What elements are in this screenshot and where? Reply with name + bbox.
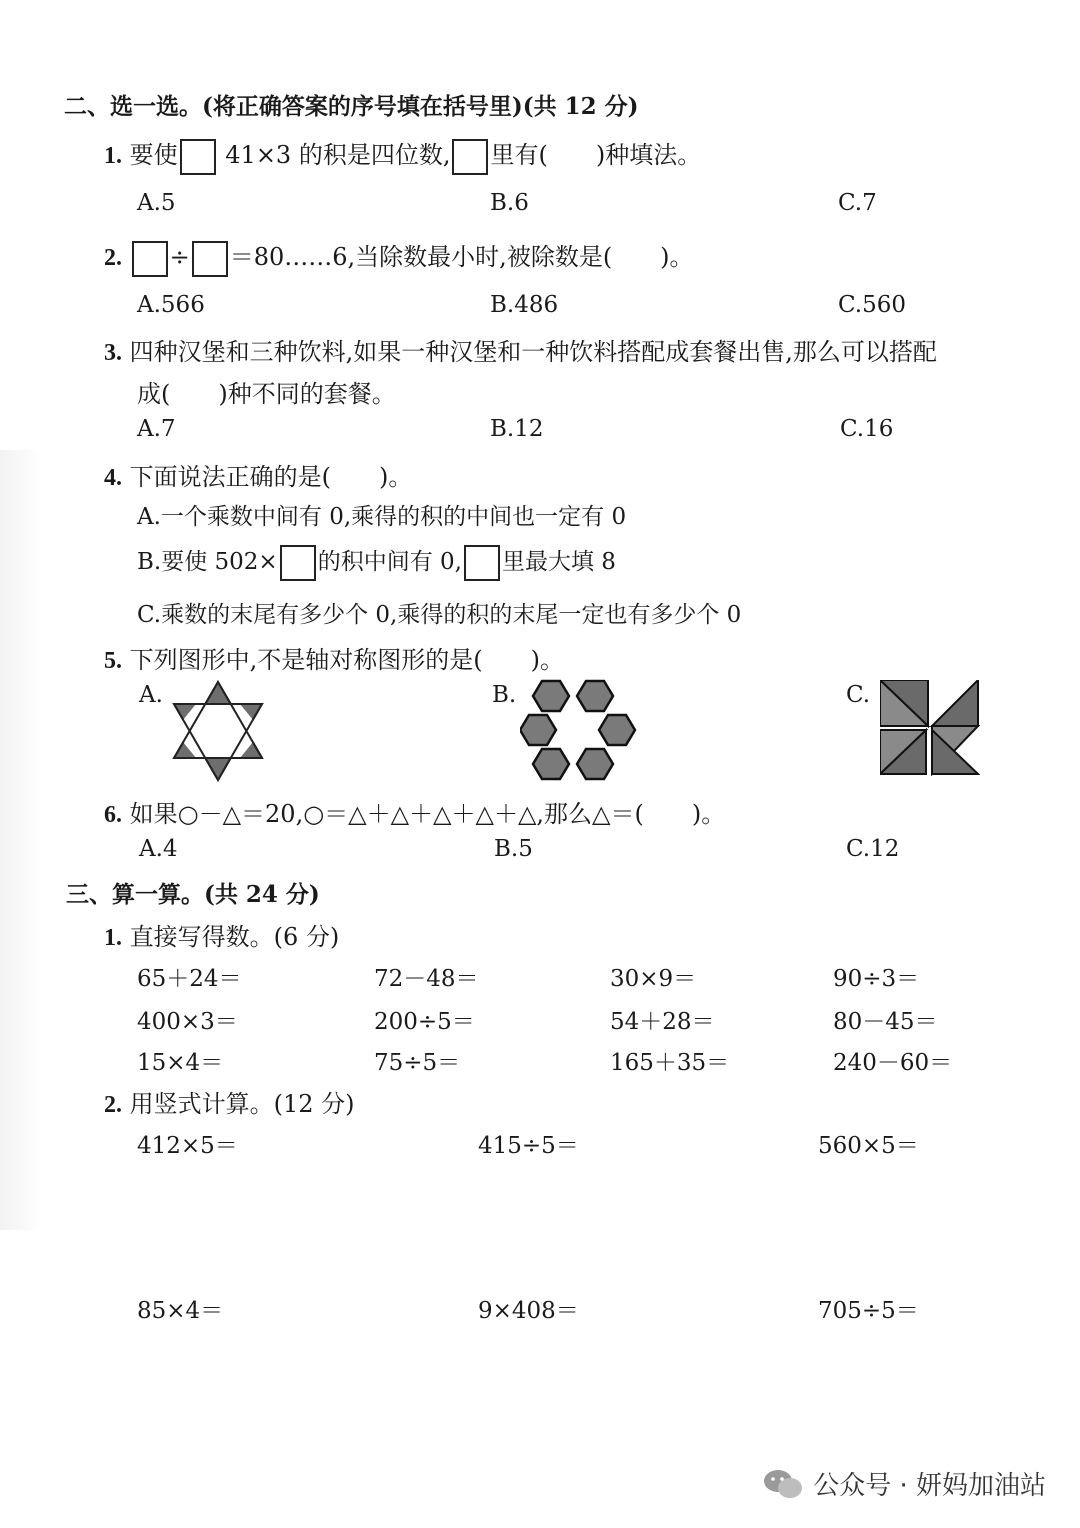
q6-option-c[interactable]: C.12 <box>846 836 900 862</box>
q6-option-a[interactable]: A.4 <box>139 836 178 862</box>
q4-stem: 下面说法正确的是( )。 <box>129 463 413 491</box>
q4-option-b-text-3: 里最大填 8 <box>501 549 616 575</box>
question-number: 4. <box>104 465 122 491</box>
part-1-heading <box>104 917 339 952</box>
calc-item[interactable]: 72－48＝ <box>374 966 479 992</box>
q2-option-b[interactable]: B.486 <box>490 292 559 318</box>
hexagon <box>577 681 613 711</box>
vertical-calc-item[interactable]: 85×4＝ <box>137 1298 224 1324</box>
answer-box[interactable] <box>452 139 488 175</box>
q3-line-2: 成( )种不同的套餐。 <box>137 380 396 408</box>
calc-item[interactable]: 200÷5＝ <box>374 1009 475 1035</box>
q1-option-c[interactable]: C.7 <box>838 190 877 216</box>
question-3 <box>104 332 937 367</box>
q3-option-a[interactable]: A.7 <box>137 416 176 442</box>
section-2-title: 二、选一选。(将正确答案的序号填在括号里)(共 12 分) <box>64 93 639 120</box>
q1-text-c: 里有( )种填法。 <box>490 141 702 169</box>
q6-option-b[interactable]: B.5 <box>494 836 533 862</box>
q3-line-1: 四种汉堡和三种饮料,如果一种汉堡和一种饮料搭配成套餐出售,那么可以搭配 <box>129 338 937 366</box>
hexagon-ring-figure <box>520 676 644 784</box>
watermark <box>763 1465 1046 1502</box>
pinwheel-figure <box>880 680 980 776</box>
vertical-calc-item[interactable]: 415÷5＝ <box>478 1133 579 1159</box>
q1-text-b: 41×3 的积是四位数, <box>225 141 451 169</box>
section-3-title: 三、算一算。(共 24 分) <box>66 881 320 908</box>
vertical-calc-item[interactable]: 560×5＝ <box>818 1133 919 1159</box>
q2-option-c[interactable]: C.560 <box>838 292 906 318</box>
question-number: 1. <box>104 143 122 169</box>
q2-text-b: ＝80……6,当除数最小时,被除数是( )。 <box>229 243 694 271</box>
calc-item[interactable]: 400×3＝ <box>137 1009 238 1035</box>
q4-option-a[interactable]: A.一个乘数中间有 0,乘得的积的中间也一定有 0 <box>137 504 627 530</box>
question-4 <box>104 457 412 492</box>
hexagon <box>520 715 556 745</box>
q4-option-b-text-2: 的积中间有 0, <box>317 549 462 575</box>
hexagon <box>577 749 613 779</box>
q5-stem: 下列图形中,不是轴对称图形的是( )。 <box>129 646 564 674</box>
wechat-icon <box>763 1467 803 1501</box>
q5-option-b[interactable]: B. <box>492 682 517 708</box>
q1-text-a: 要使 <box>129 141 178 169</box>
q6-stem: 如果○－△＝20,○＝△＋△＋△＋△＋△,那么△＝( )。 <box>129 800 726 828</box>
question-number: 5. <box>104 648 122 674</box>
q3-option-b[interactable]: B.12 <box>490 416 544 442</box>
vertical-calc-item[interactable]: 412×5＝ <box>137 1133 238 1159</box>
question-number: 6. <box>104 802 122 828</box>
calc-item[interactable]: 240－60＝ <box>833 1050 953 1076</box>
calc-item[interactable]: 30×9＝ <box>610 966 697 992</box>
star-figure <box>170 680 266 782</box>
part-2-heading <box>104 1084 355 1119</box>
question-number: 2. <box>104 245 122 271</box>
vertical-calc-item[interactable]: 705÷5＝ <box>818 1298 919 1324</box>
answer-box[interactable] <box>180 139 216 175</box>
hexagon <box>533 749 569 779</box>
answer-box[interactable] <box>280 545 316 581</box>
answer-box[interactable] <box>464 545 500 581</box>
part-2-label: 用竖式计算。(12 分) <box>129 1090 355 1118</box>
calc-item[interactable]: 165＋35＝ <box>610 1050 730 1076</box>
vertical-calc-item[interactable]: 9×408＝ <box>478 1298 579 1324</box>
question-1 <box>104 135 701 175</box>
q3-option-c[interactable]: C.16 <box>840 416 894 442</box>
calc-item[interactable]: 54＋28＝ <box>610 1009 715 1035</box>
hexagon <box>599 715 635 745</box>
watermark-text: 公众号 · 妍妈加油站 <box>813 1471 1046 1501</box>
calc-item[interactable]: 15×4＝ <box>137 1050 224 1076</box>
question-5 <box>104 640 564 675</box>
q2-text-a: ÷ <box>169 243 190 271</box>
scan-shadow <box>0 450 42 1230</box>
question-number: 2. <box>104 1092 122 1118</box>
q1-option-a[interactable]: A.5 <box>137 190 176 216</box>
q2-option-a[interactable]: A.566 <box>137 292 205 318</box>
answer-box[interactable] <box>192 241 228 277</box>
pinwheel-blade <box>932 680 978 726</box>
calc-item[interactable]: 80－45＝ <box>833 1009 938 1035</box>
question-2 <box>104 237 694 277</box>
q4-option-c[interactable]: C.乘数的末尾有多少个 0,乘得的积的末尾一定也有多少个 0 <box>137 602 742 628</box>
question-number: 3. <box>104 340 122 366</box>
part-1-label: 直接写得数。(6 分) <box>129 923 340 951</box>
q1-option-b[interactable]: B.6 <box>490 190 529 216</box>
question-number: 1. <box>104 925 122 951</box>
calc-item[interactable]: 65＋24＝ <box>137 966 242 992</box>
calc-item[interactable]: 90÷3＝ <box>833 966 920 992</box>
answer-box[interactable] <box>132 241 168 277</box>
q5-option-a[interactable]: A. <box>139 682 163 708</box>
q4-option-b[interactable] <box>137 543 616 581</box>
hexagon <box>533 681 569 711</box>
q4-option-b-text-1: B.要使 502× <box>137 549 278 575</box>
calc-item[interactable]: 75÷5＝ <box>374 1050 461 1076</box>
question-6 <box>104 794 725 829</box>
q5-option-c[interactable]: C. <box>846 682 871 708</box>
